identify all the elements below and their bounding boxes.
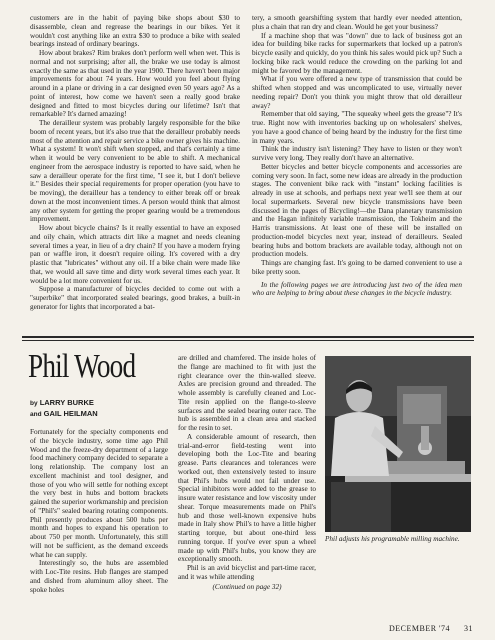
paragraph: Fortunately for the specialty components end of the bicycle industry, some time ago Phil Wood and the freeze-dry department of a large food machinery company decided to separate a long relationship. The company lost an excellent machinist and tool designer, and those of you who will settle for nothing except the very best in hubs and bottom brackets gained the superior workmanship and precision of "Phil's" sealed bearing rotating components. Phil presently produces about 500 hubs per month and hopes to expand his operation to about 750 per month. Unfortunately, this still will not be sufficient, as the demand exceeds what he can supply.: [30, 428, 168, 559]
paragraph: customers are in the habit of paying bike shops about $30 to disassemble, clean and regrease the bearings in our bikes. Yet it wouldn't cost anything like an extra $30 to produce a bike with sealed bearings instead of ordinary bearings.: [30, 14, 240, 49]
section-divider-thin: [22, 340, 474, 341]
paragraph: Remember that old saying, "The squeaky wheel gets the grease"? It's true. Right now with inventories backing up on wholesalers' shelves, you have a good chance of being heard by the industry for the first time in many years.: [252, 110, 462, 145]
paragraph: If a machine shop that was "down" due to lack of business got an idea for building bike racks for supermarkets that locked up a patron's bicycle easily and quickly, do you think his sales would pick up? Such a locking bike rack would reduce the crowding on the parking lot and might be favored by the management.: [252, 31, 462, 75]
article-column-2: [178, 354, 316, 618]
milling-machine-photo-icon: [325, 356, 471, 532]
section-divider: [22, 336, 474, 338]
article-column-1: [30, 428, 168, 618]
paragraph: What if you were offered a new type of transmission that could be shifted when stopped and was uncomplicated to use, virtually never needing repair? Don't you think you might throw that old derailleur away?: [252, 75, 462, 110]
editor-note: In the following pages we are introducing just two of the idea men who are helping to bring about these changes in the bicycle industry.: [252, 280, 462, 298]
continued-note: (Continued on page 32): [212, 582, 282, 591]
top-left-column: [30, 14, 240, 332]
paragraph: tery, a smooth gearshifting system that hardly ever needed attention, plus a chain that ran dry and clean. Would he get your business?: [252, 14, 462, 31]
issue-date: DECEMBER '74: [389, 624, 450, 633]
paragraph: Things are changing fast. It's going to be darned convenient to use a bike pretty soon.: [252, 259, 462, 276]
top-right-column: [252, 14, 462, 332]
page-number: 31: [464, 624, 473, 633]
paragraph: Better bicycles and better bicycle components and accessories are coming very soon. In fact, some new ideas are already in the production stages. The convenient bike rack with "instant" locking facilities is already in use at schools, and perhaps next year we'll see them at our local supermarkets. Several new bicycle transmissions have been discussed in the pages of Bicycling!—the Dana planetary transmission and the Hagan infinitely variable transmission, the Tokheim and the Harris transmissions. At least one of these will be installed on production-model bicycles next year, instead of derailleurs. Sealed bearing hubs and bottom brackets are available today, although not on production models.: [252, 162, 462, 259]
author-2: GAIL HEILMAN: [43, 409, 98, 418]
article-title: Phil Wood: [28, 348, 136, 385]
paragraph: The derailleur system was probably largely responsible for the bike boom of recent years, but it's also true that the derailleur probably needs most of the attention and repair service a bike owner gives his machine. What a system! It won't shift when stopped, and that's certainly a time when it would be very convenient to be able to shift. A mechanical engineer from the aerospace industry is reported to have said, when he saw a derailleur operate for the first time, "I see it, but I don't believe it." Besides their special requirements for proper operation (you have to be moving), the derailleur has a tendency to either break off or break down at the most inconvenient times. A person would think that almost any other system for getting the proper gearing would be a tremendous improvement.: [30, 119, 240, 224]
author-1: LARRY BURKE: [39, 398, 94, 407]
paragraph: are drilled and chamfered. The inside holes of the flange are machined to fit with just the right clearance over the thin-walled sleeve. Axles are precision ground and threaded. The whole assembly is carefully cleaned and Loc-Tite resin applied on the flange-to-sleeve surfaces and the sealed bearing outer race. The hub is assembled in a clean area and stacked for the resin to set.: [178, 354, 316, 432]
paragraph: How about bicycle chains? Is it really essential to have an exposed and oily chain, which attracts dirt like a magnet and needs cleaning several times a year, in lieu of a dry chain? If you have a modern frying pan or waffle iron, it doesn't require oiling. It's covered with a dry plastic that "lubricates" without any oil. If a bike chain were made like that, we would all save time and dirty work several times each year. It would be a lot more convenient for us.: [30, 224, 240, 285]
byline-line-2: [30, 409, 150, 420]
paragraph: How about brakes? Rim brakes don't perform well when wet. This is normal and not surprising; after all, the brake we use today is almost exactly the same as that used in the year 1900. There haven't been major improvements for about 74 years. How would you feel about flying around in a plane or driving in a car designed even 50 years ago? As a point of interest, how come we haven't seen a really good brake designed and fitted to most bicycles during our lifetime? Isn't that remarkable? It's darned amazing!: [30, 49, 240, 119]
byline-join: and: [30, 411, 42, 418]
byline-line-1: [30, 398, 150, 409]
page-footer: [375, 624, 473, 633]
paragraph: Interestingly so, the hubs are assembled with Loc-Tite resins. Hub flanges are stamped and dished from aluminum alloy sheet. The spoke holes: [30, 559, 168, 594]
paragraph: Phil is an avid bicyclist and part-time racer, and it was while attending: [178, 564, 316, 581]
photo-caption: Phil adjusts his programable milling machine.: [325, 535, 460, 543]
byline: [30, 398, 150, 420]
paragraph: Suppose a manufacturer of bicycles decided to come out with a "superbike" that incorporated sealed bearings, good brakes, a built-in generator for lights that incorporated a bat-: [30, 285, 240, 311]
byline-prefix: by: [30, 400, 38, 407]
phil-wood-photo: [325, 356, 471, 532]
paragraph: A considerable amount of research, then trial-and-error field-testing went into developing both the Loc-Tite and bearing grease. Parts clearances and tolerances were worked out, then extensively tested to insure that Phil's hubs would not fail under use. Special inhibitors were added to the grease to insure water resistance and low viscosity under shear. Torque measurements made on Phil's hub and those well-known expensive hubs made in Italy show Phil's to have a little higher starting torque, but about one-third less running torque. If you've ever spun a wheel made up with Phil's hubs, you know they are exceptionally smooth.: [178, 432, 316, 564]
paragraph: Think the industry isn't listening? They have to listen or they won't survive very long. They really don't have an alternative.: [252, 145, 462, 162]
